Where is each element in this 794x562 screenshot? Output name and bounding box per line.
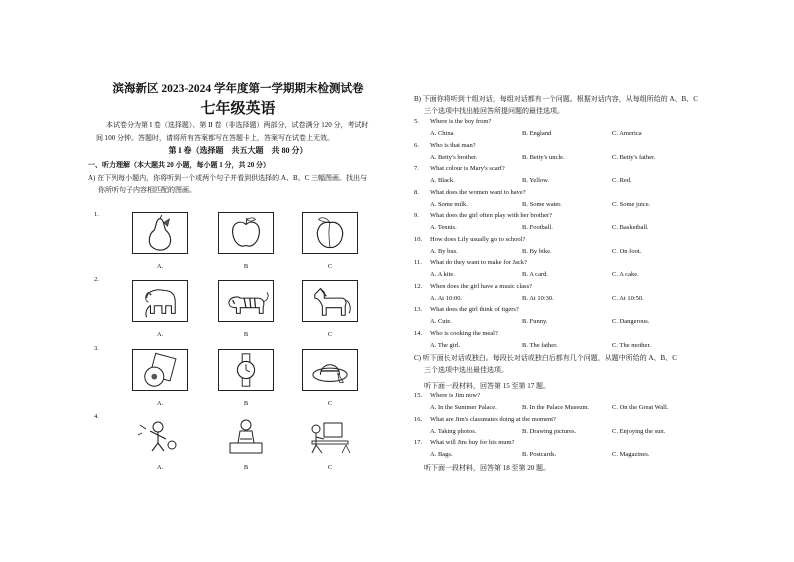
picture-option-a[interactable] (132, 415, 188, 457)
picture-option-b[interactable] (218, 349, 274, 391)
option-a[interactable]: A. By bus. (430, 247, 458, 255)
material-note: 听下面一段材料，回答第 15 至第 17 题。 (424, 382, 550, 390)
option-b[interactable]: B. In the Palace Museum. (522, 404, 590, 411)
option-a[interactable]: A. The girl. (430, 341, 461, 349)
sport-icon (132, 415, 188, 457)
option-c[interactable]: C. Some juice. (612, 200, 651, 208)
question-number: 8. (414, 188, 419, 196)
hat-icon (303, 350, 357, 390)
material-note: 听下面一段材料，回答第 18 至第 20 题。 (424, 464, 550, 472)
option-c[interactable]: C. On the Great Wall. (612, 404, 669, 411)
question-stem: Who is that man? (430, 141, 476, 149)
option-c[interactable]: C. Betty's father. (612, 153, 656, 161)
picture-option-b[interactable] (218, 280, 274, 322)
option-b[interactable]: B. Some water. (522, 200, 562, 208)
section-c-line-1: C) 听下面长对话或独白。每段长对话或独白后都有几个问题，从题中所给的 A、B、C (414, 354, 677, 362)
option-a[interactable]: A. Tennis. (430, 224, 457, 231)
option-b[interactable]: B. Football. (522, 224, 553, 231)
question-stem: What are Jim's classmates doing at the moment? (430, 415, 556, 423)
picture-label-b: B (243, 331, 249, 338)
option-a[interactable]: A. In the Summer Palace. (430, 404, 497, 411)
picture-label-c: C (327, 263, 333, 270)
question-number: 5. (414, 118, 419, 125)
picture-option-a[interactable] (132, 280, 188, 322)
part-one-title: 第 I 卷（选择题 共五大题 共 80 分） (168, 146, 308, 155)
question-number: 9. (414, 212, 419, 219)
picture-question-number: 1. (94, 211, 99, 218)
option-a[interactable]: A. Some milk. (430, 200, 468, 208)
option-b[interactable]: B. Yellow. (522, 177, 550, 184)
question-stem: When does the girl have a music class? (430, 282, 532, 290)
question-stem: What colour is Mary's scarf? (430, 165, 505, 172)
section-c-instructions (414, 352, 714, 376)
option-a[interactable]: A. Bags. (430, 451, 453, 458)
option-b[interactable]: B. Drawing pictures. (522, 427, 577, 435)
picture-question-number: 3. (94, 345, 99, 352)
question-number: 6. (414, 141, 419, 149)
question-number: 16. (414, 415, 423, 423)
section-c-line-2: 三个选项中选出最佳选项。 (424, 366, 508, 374)
option-b[interactable]: B. The father. (522, 341, 558, 349)
picture-label-c: C (327, 464, 333, 471)
question-stem: What do they want to make for Jack? (430, 259, 527, 266)
exam-subtitle: 七年级英语 (200, 101, 276, 117)
question-number: 15. (414, 392, 423, 399)
picture-option-c[interactable] (302, 212, 358, 254)
option-c[interactable]: C. The mother. (612, 341, 651, 349)
picture-option-b[interactable] (218, 415, 274, 457)
question-number: 13. (414, 306, 423, 313)
horse-icon (303, 281, 357, 321)
picture-label-c: C (327, 400, 333, 407)
option-a[interactable]: A. China (430, 130, 454, 137)
question-stem: What does the girl think of tigers? (430, 306, 519, 313)
option-b[interactable]: B. Betty's uncle. (522, 153, 565, 161)
picture-label-b: B (243, 400, 249, 407)
option-b[interactable]: B. A card. (522, 271, 548, 278)
question-number: 7. (414, 165, 419, 172)
option-c[interactable]: C. A cake. (612, 271, 639, 278)
question-number: 17. (414, 439, 423, 446)
section-b-instructions (414, 93, 714, 117)
option-a[interactable]: A. Cute. (430, 318, 452, 325)
apple-icon (219, 213, 273, 253)
pear-icon (133, 213, 187, 253)
option-c[interactable]: C. Enjoying the sun. (612, 427, 666, 435)
question-stem: What does the women want to have? (430, 188, 526, 196)
option-b[interactable]: B. Funny. (522, 318, 548, 325)
section-a-instructions (88, 172, 388, 196)
section-b-line-1: B) 下面你将听到十组对话，每组对话都有一个问题。根据对话内容，从每组所给的 A、B、C (414, 95, 698, 103)
listening-section-title: 一、听力理解（本大题共 20 小题，每小题 1 分，共 20 分） (88, 161, 270, 169)
question-number: 12. (414, 282, 423, 290)
option-c[interactable]: C. At 10:50. (612, 294, 644, 302)
question-stem: How does Lily usually go to school? (430, 235, 526, 243)
computer-icon (302, 415, 358, 457)
section-a-line-2: 你所听句子内容相匹配的图画。 (98, 186, 196, 194)
option-c[interactable]: C. Magazines. (612, 451, 650, 458)
picture-label-c: C (327, 331, 333, 338)
intro-line-1: 本试卷分为第 I 卷（选择题）、第 II 卷（非选择题）两部分，试卷满分 120 分，考试时 (106, 121, 369, 129)
question-number: 11. (414, 259, 422, 266)
option-a[interactable]: A. Black. (430, 177, 455, 184)
picture-option-c[interactable] (302, 280, 358, 322)
picture-question-number: 2. (94, 276, 99, 283)
option-a[interactable]: A. A kite. (430, 271, 455, 278)
question-number: 14. (414, 329, 423, 337)
picture-label-a: A. (156, 464, 164, 471)
option-c[interactable]: C. Dangerous. (612, 318, 650, 325)
option-c[interactable]: C. Red. (612, 177, 632, 184)
question-stem: Who is cooking the meal? (430, 329, 498, 337)
picture-option-a[interactable] (132, 349, 188, 391)
question-stem: Where is the boy from? (430, 118, 492, 125)
picture-option-b[interactable] (218, 212, 274, 254)
option-c[interactable]: C. On foot. (612, 247, 642, 255)
tiger-icon (219, 281, 273, 321)
watch-icon (219, 350, 273, 390)
intro-line-2: 间 100 分钟。答题时，请将所有答案都写在答题卡上，答案写在试卷上无效。 (96, 134, 334, 142)
option-b[interactable]: B. At 10:30. (522, 294, 554, 302)
picture-label-a: A. (156, 263, 164, 270)
option-c[interactable]: C. Basketball. (612, 224, 649, 231)
option-c[interactable]: C. America (612, 130, 642, 137)
question-stem: Where is Jim now? (430, 392, 481, 399)
question-number: 10. (414, 235, 423, 243)
picture-question-number: 4. (94, 413, 99, 420)
peach-icon (303, 213, 357, 253)
section-b-line-2: 三个选项中找出能回答所提问题的最佳选项。 (424, 107, 564, 115)
picture-option-c[interactable] (302, 349, 358, 391)
picture-label-a: A. (156, 400, 164, 407)
section-a-line-1: A) 在下列每小题内，你将听到一个或两个句子并看到供选择的 A、B、C 三幅图画。找出与 (88, 174, 368, 182)
reading-icon (218, 415, 274, 457)
exam-title: 滨海新区 2023-2024 学年度第一学期期末检测试卷 (112, 83, 364, 95)
option-a[interactable]: A. Betty's brother. (430, 153, 478, 161)
picture-option-c[interactable] (302, 415, 358, 457)
option-b[interactable]: B. Postcards. (522, 451, 557, 458)
exam-intro (96, 119, 388, 145)
picture-option-a[interactable] (132, 212, 188, 254)
option-a[interactable]: A. At 10:00. (430, 294, 463, 302)
elephant-icon (133, 281, 187, 321)
picture-label-a: A. (156, 331, 164, 338)
question-stem: What does the girl often play with her brother? (430, 212, 553, 219)
question-stem: What will Jim buy for his mum? (430, 439, 515, 446)
picture-label-b: B (243, 464, 249, 471)
option-b[interactable]: B. England (522, 130, 552, 137)
option-a[interactable]: A. Taking photos. (430, 427, 477, 435)
cd-icon (133, 350, 187, 390)
option-b[interactable]: B. By bike. (522, 247, 552, 255)
picture-label-b: B (243, 263, 249, 270)
